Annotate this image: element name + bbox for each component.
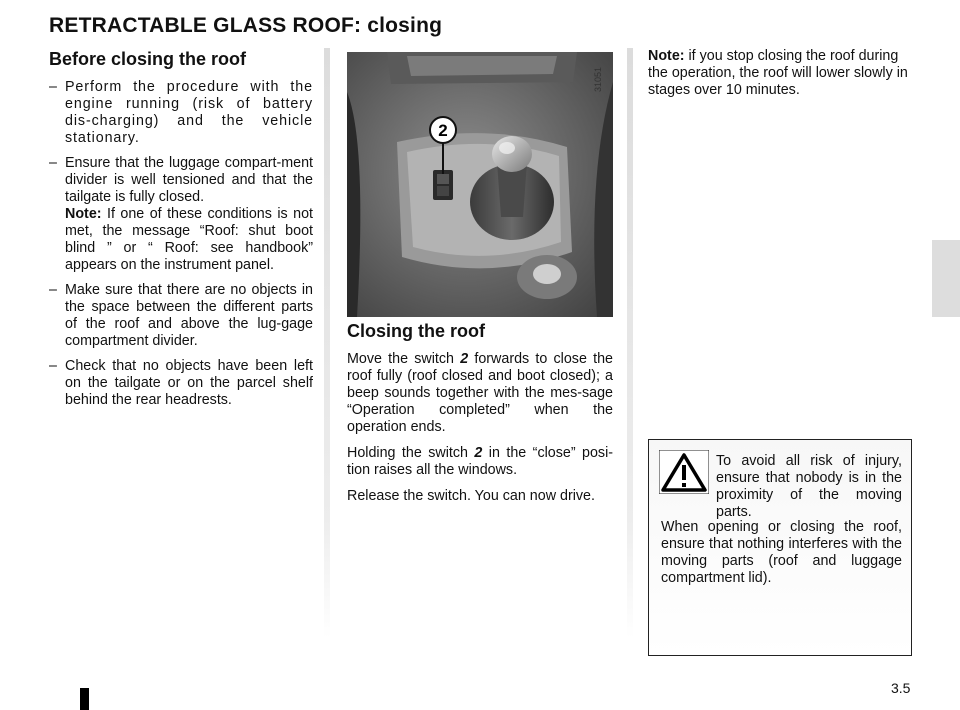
middle-column xyxy=(347,320,613,514)
list-item-text: Check that no objects have been left on the tailgate or on the parcel shelf behind the rear headrests. xyxy=(65,358,313,408)
list-item xyxy=(49,282,313,350)
text-run: forwards to close the roof fully (roof closed and boot closed); a beep sounds together with the mes-sage “Operation completed” when the operation ends. xyxy=(347,351,613,435)
list-item-text: Make sure that there are no objects in the space between the different parts of the roof and above the lug-gage compartment divider. xyxy=(65,282,313,349)
page-title: RETRACTABLE GLASS ROOF: closing xyxy=(49,14,443,37)
chapter-tab xyxy=(932,240,960,317)
text-run: in the “close” posi-tion raises all the windows. xyxy=(347,445,614,478)
paragraph: Release the switch. You can now drive. xyxy=(347,488,595,504)
console-illustration xyxy=(347,52,613,317)
section-heading-closing: Closing the roof xyxy=(347,321,485,341)
section-heading-before-closing: Before closing the roof xyxy=(49,49,247,69)
switch-reference: 2 xyxy=(460,351,469,367)
note-paragraph xyxy=(648,48,914,99)
left-column xyxy=(49,48,313,417)
list-dash: – xyxy=(49,155,57,171)
warning-box xyxy=(648,439,912,656)
warning-text: When opening or closing the roof, ensure that nothing interferes with the moving parts (roof and luggage compartment lid). xyxy=(661,519,902,586)
text-run: Move the switch xyxy=(347,351,461,367)
callout-number: 2 xyxy=(438,121,448,140)
note-text: If one of these conditions is not met, the message “Roof: shut boot blind ” or “ Roof: see handbook” appears on the instrument panel. xyxy=(65,206,313,273)
list-item-text: Ensure that the luggage compart-ment divider is well tensioned and that the tailgate is fully closed. xyxy=(65,155,313,205)
text-run: Holding the switch xyxy=(347,445,475,461)
column-divider xyxy=(324,48,330,638)
list-item xyxy=(49,358,313,409)
page-number: 3.5 xyxy=(891,680,911,696)
list-item-text: Perform the procedure with the engine running (risk of battery dis-charging) and the vehicle stationary. xyxy=(65,79,313,146)
list-item xyxy=(49,79,313,147)
list-dash: – xyxy=(49,282,57,298)
warning-triangle-icon xyxy=(659,450,709,494)
paragraph xyxy=(347,351,613,436)
list-dash: – xyxy=(49,79,58,95)
console-photo xyxy=(347,52,613,317)
warning-text: To avoid all risk of injury, ensure that nobody is in the proximity of the moving parts. xyxy=(716,453,902,520)
list-dash: – xyxy=(49,358,57,374)
precautions-list xyxy=(49,79,313,409)
column-divider xyxy=(627,48,633,638)
right-column xyxy=(648,48,914,108)
list-item xyxy=(49,155,313,274)
note-label: Note: xyxy=(65,206,102,222)
switch-reference: 2 xyxy=(474,445,483,461)
note-label: Note: xyxy=(648,48,685,64)
note-text: if you stop closing the roof during the operation, the roof will lower slowly in stages over 10 minutes. xyxy=(648,48,908,98)
crop-mark xyxy=(80,688,89,710)
paragraph xyxy=(347,445,613,479)
figure-reference: 31051 xyxy=(593,66,603,92)
